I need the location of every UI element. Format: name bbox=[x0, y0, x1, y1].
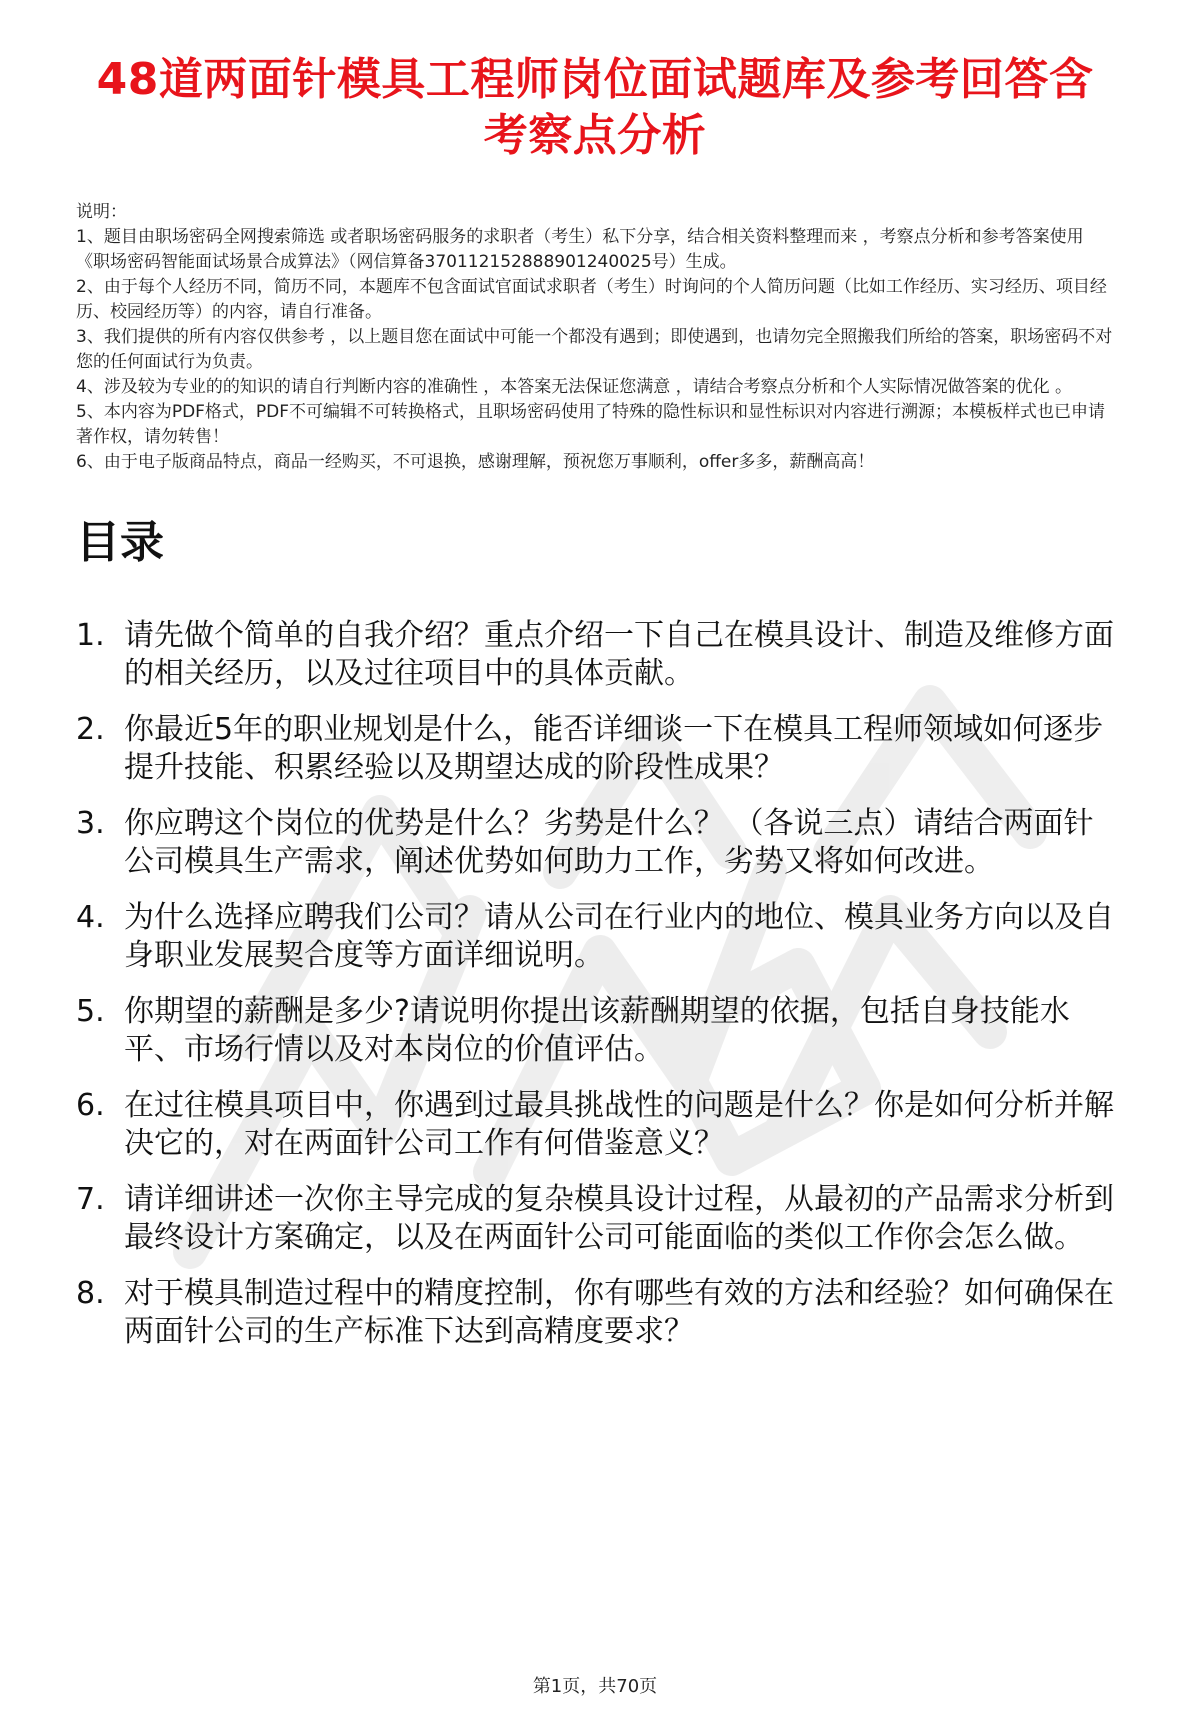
question-list bbox=[76, 617, 1114, 1351]
question-item bbox=[76, 1181, 1114, 1257]
notes-label: 说明： bbox=[76, 202, 127, 222]
question-item bbox=[76, 1087, 1114, 1163]
question-text: 对于模具制造过程中的精度控制，你有哪些有效的方法和经验？如何确保在两面针公司的生产标准下达到高精度要求？ bbox=[124, 1276, 1114, 1349]
page-footer: 第1页，共70页 bbox=[532, 1676, 658, 1697]
question-number: 5. bbox=[76, 994, 105, 1029]
question-item bbox=[76, 617, 1114, 693]
question-item bbox=[76, 711, 1114, 787]
question-number: 8. bbox=[76, 1276, 105, 1311]
question-text: 请详细讲述一次你主导完成的复杂模具设计过程，从最初的产品需求分析到最终设计方案确定，以及在两面针公司可能面临的类似工作你会怎么做。 bbox=[124, 1182, 1114, 1255]
document-page bbox=[0, 52, 1190, 1351]
question-number: 3. bbox=[76, 806, 105, 841]
question-item bbox=[76, 993, 1114, 1069]
note-item: 5、本内容为PDF格式，PDF不可编辑不可转换格式，且职场密码使用了特殊的隐性标识和显性标识对内容进行溯源；本模板样式也已申请著作权，请勿转售！ bbox=[76, 402, 1106, 447]
question-number: 4. bbox=[76, 900, 105, 935]
question-number: 2. bbox=[76, 712, 105, 747]
question-item bbox=[76, 1275, 1114, 1351]
question-text: 在过往模具项目中，你遇到过最具挑战性的问题是什么？你是如何分析并解决它的，对在两面针公司工作有何借鉴意义？ bbox=[124, 1088, 1114, 1161]
question-number: 1. bbox=[76, 618, 105, 653]
notes-section bbox=[76, 200, 1114, 475]
note-item: 6、由于电子版商品特点，商品一经购买，不可退换，感谢理解，预祝您万事顺利，offer多多，薪酬高高！ bbox=[76, 452, 875, 472]
toc-heading: 目录 bbox=[76, 517, 164, 568]
question-text: 为什么选择应聘我们公司？请从公司在行业内的地位、模具业务方向以及自身职业发展契合度等方面详细说明。 bbox=[124, 900, 1114, 973]
question-item bbox=[76, 805, 1114, 881]
question-text: 请先做个简单的自我介绍？重点介绍一下自己在模具设计、制造及维修方面的相关经历，以及过往项目中的具体贡献。 bbox=[124, 618, 1114, 691]
note-item: 3、我们提供的所有内容仅供参考 ，以上题目您在面试中可能一个都没有遇到；即使遇到，也请勿完全照搬我们所给的答案，职场密码不对您的任何面试行为负责。 bbox=[76, 327, 1113, 372]
note-item: 4、涉及较为专业的的知识的请自行判断内容的准确性 ，本答案无法保证您满意 ，请结合考察点分析和个人实际情况做答案的优化 。 bbox=[76, 377, 1073, 397]
note-item: 2、由于每个人经历不同，简历不同，本题库不包含面试官面试求职者（考生）时询问的个人简历问题（比如工作经历、实习经历、项目经历、校园经历等）的内容，请自行准备。 bbox=[76, 277, 1107, 322]
question-number: 6. bbox=[76, 1088, 105, 1123]
question-text: 你期望的薪酬是多少?请说明你提出该薪酬期望的依据，包括自身技能水平、市场行情以及对本岗位的价值评估。 bbox=[124, 994, 1070, 1067]
question-text: 你应聘这个岗位的优势是什么？劣势是什么？ （各说三点）请结合两面针公司模具生产需求，阐述优势如何助力工作，劣势又将如何改进。 bbox=[124, 806, 1094, 879]
question-text: 你最近5年的职业规划是什么，能否详细谈一下在模具工程师领域如何逐步提升技能、积累经验以及期望达成的阶段性成果？ bbox=[124, 712, 1104, 785]
question-item bbox=[76, 899, 1114, 975]
document-title: 48道两面针模具工程师岗位面试题库及参考回答含考察点分析 bbox=[96, 54, 1094, 161]
question-number: 7. bbox=[76, 1182, 105, 1217]
note-item: 1、题目由职场密码全网搜索筛选 或者职场密码服务的求职者（考生）私下分享，结合相关资料整理而来 ，考察点分析和参考答案使用《职场密码智能面试场景合成算法》（网信算备370112152888901240025号）生成。 bbox=[76, 227, 1084, 272]
